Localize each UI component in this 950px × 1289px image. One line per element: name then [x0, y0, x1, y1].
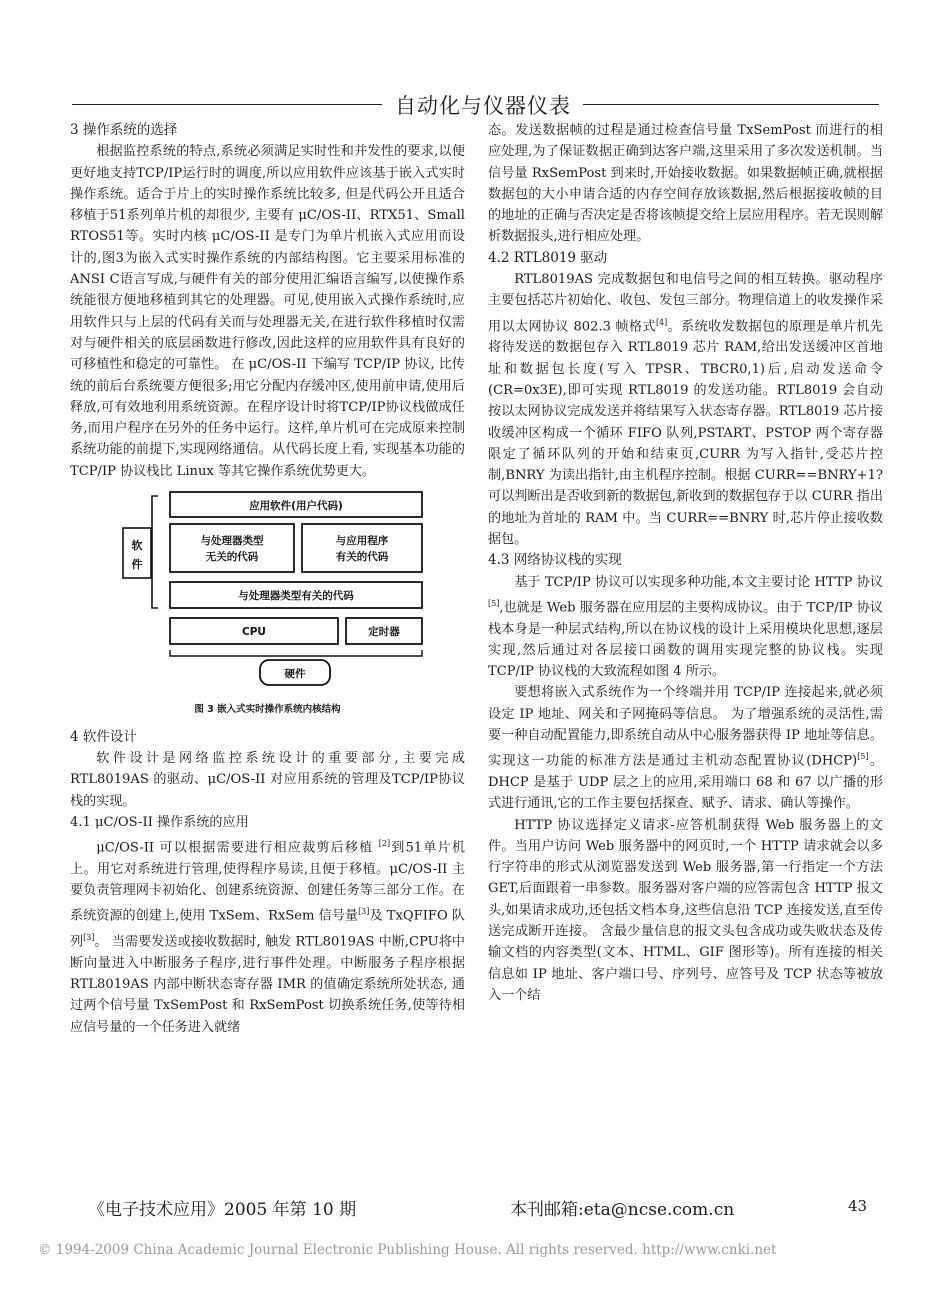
s42-text-b: 。系统收发数据包的原理是单片机先将待发送的数据包存入 RTL8019 芯片 RAM,给出发送缓冲区首地址和数据包长度(写入 TPSR、TBCR0,1)后,启动发送命令(CR=0x3E),即可实现 RTL8019 的发送功能。RTL8019 会自动按以太网协议完成发送并将结果写入状态寄存器。RTL8019 芯片接收缓冲区构成一个循环 FIFO 队列,PSTART、PSTOP 两个寄存器限定了循环队列的开始和结束页,CURR 为写入指针,受芯片控制,BNRY 为读出指针,由主机程序控制。根据 CURR==BNRY+1?可以判断出是否收到新的数据包,新收到的数据包存于以 CURR 指出的地址为首址的 RAM 中。当 CURR==BNRY 时,芯片停止接收数据包。	[488, 319, 884, 547]
section-4-paragraph: 软件设计是网络监控系统设计的重要部分,主要完成 RTL8019AS 的驱动、μC/OS-II 对应用系统的管理及TCP/IP协议栈的实现。	[70, 750, 465, 809]
s41-text-a: μC/OS-II 可以根据需要进行相应裁剪后移植	[96, 840, 379, 856]
right-column	[488, 120, 883, 1006]
figure-3-diagram	[70, 488, 465, 690]
processor-independent-box	[170, 524, 294, 572]
app-software-label: 应用软件(用户代码)	[249, 500, 343, 513]
citation-3a: [3]	[358, 907, 370, 917]
software-label-1: 软	[131, 539, 143, 553]
s41-text-d: 。 当需要发送或接收数据时, 触发 RTL8019AS 中断,CPU将中断向量进入中断服务子程序,进行事件处理。中断服务子程序根据 RTL8019AS 内部中断状态寄存器 IMR 的值确定系统所处状态, 通过两个信号量 TxSemPost 和 RxSemPost 切换系统任务,使等待相应信号量的一个任务进入就绪	[70, 934, 465, 1035]
processor-independent-line2: 无关的代码	[205, 551, 259, 564]
s42-text-a: RTL8019AS 完成数据包和电信号之间的相互转换。驱动程序主要包括芯片初始化、收包、发包三部分。物理信道上的收发操作采用以太网协议 802.3 帧格式	[488, 272, 883, 335]
application-code-line2: 有关的代码	[335, 551, 389, 564]
citation-2: [2]	[378, 839, 391, 849]
citation-5b: [5]	[857, 752, 869, 762]
citation-5a: [5]	[488, 598, 500, 608]
cpu-label: CPU	[242, 626, 266, 639]
s43-p2-text-b: 。DHCP 是基于 UDP 层之上的应用,采用端口 68 和 67 以广播的形式进行通讯,它的工作主要包括探查、赋予、请求、确认等操作。	[488, 753, 883, 812]
processor-independent-line1: 与处理器类型	[200, 535, 264, 548]
header-rule-left	[72, 104, 382, 105]
s41-text-b: 到51单片机上。用它对系统进行管理,使得程序易读,且便于移植。μC/OS-II 主要负责管理网卡初始化、创建系统资源、创建任务等三部分工作。在系统资源的创建上,使用 TxSem、RxSem 信号量	[70, 840, 465, 924]
journal-issue: 《电子技术应用》2005 年第 10 期	[88, 1200, 357, 1220]
copyright-notice: © 1994-2009 China Academic Journal Electronic Publishing House. All rights reserved. http://www.cnki.net	[38, 1242, 777, 1258]
section-4-3-paragraph-2	[488, 682, 883, 814]
section-3-paragraph: 根据监控系统的特点,系统必须满足实时性和并发性的要求,以便更好地支持TCP/IP运行时的调度,所以应用软件应该基于嵌入式实时操作系统。适合于片上的实时操作系统比较多, 但是代码公开且适合移植于51系列单片机的却很少, 主要有 μC/OS-II、RTX51、Small RTOS51等。实时内核 μC/OS-II 是专门为单片机嵌入式应用而设计的,图3为嵌入式实时操作系统的内部结构图。它主要采用标准的ANSI C语言写成,与硬件有关的部分使用汇编语言编写,以使操作系统能很方便地移植到其它的处理器。可见,使用嵌入式操作系统时,应用软件只与上层的代码有关而与处理器无关,在进行软件移植时仅需对与硬件相关的底层函数进行修改,因此这样的应用软件具有良好的可移植性和稳定的可靠性。 在 μC/OS-II 下编写 TCP/IP 协议, 比传统的前后台系统要方便很多;用它分配内存缓冲区,使用前申请,使用后释放,可有效地利用系统资源。在程序设计时将TCP/IP协议栈做成任务,而用户程序在另外的任务中运行。这样,单片机可在完成原来控制系统功能的前提下,实现网络通信。从代码长度上看, 实现基本功能的 TCP/IP 协议栈比 Linux 等其它操作系统优势更大。	[70, 144, 465, 479]
s43-text-a: 基于 TCP/IP 协议可以实现多种功能,本文主要讨论 HTTP 协议	[514, 574, 883, 590]
software-label-2: 件	[131, 558, 143, 572]
application-code-line1: 与应用程序	[335, 535, 389, 548]
journal-mailbox: 本刊邮箱:eta@ncse.com.cn	[510, 1200, 735, 1220]
s43-p2-text-a: 要想将嵌入式系统作为一个终端并用 TCP/IP 连接起来,就必须设定 IP 地址、网关和子网掩码等信息。 为了增强系统的灵活性,需要一种自动配置能力,即系统自动从中心服务器获得 IP 地址等信息。 实现这一功能的标准方法是通过主机动态配置协议(DHCP)	[488, 685, 883, 769]
timer-label: 定时器	[368, 626, 400, 639]
section-3-heading: 3 操作系统的选择	[70, 122, 178, 138]
hardware-bracket	[170, 650, 422, 656]
section-4-3-paragraph-1	[488, 572, 883, 683]
section-4-1-paragraph	[70, 833, 465, 1038]
section-4-3-heading: 4.3 网络协议栈的实现	[488, 552, 622, 569]
left-column	[70, 120, 465, 1038]
processor-dependent-label: 与处理器类型有关的代码	[238, 590, 354, 603]
section-4-3-paragraph-3: HTTP 协议选择定义请求-应答机制获得 Web 服务器上的文件。当用户访问 Web 服务器中的网页时,一个 HTTP 请求就会以多行字符串的形式从浏览器发送到 Web 服务器,第一行指定一个方法 GET,后面跟着一串参数。服务器对客户端的应答需包含 HTTP 报文头,如果请求成功,还包括文档本身,这些信息沿 TCP 连接发送,直至传送完成断开连接。 含最少量信息的报文头包含成功或失败状态及传输文档的内容类型(文本、HTML、GIF 图形等)。所有连接的相关信息如 IP 地址、客户端口号、序列号、应答号及 TCP 状态等被放入一个结	[488, 817, 883, 1003]
section-4-2-paragraph	[488, 269, 883, 550]
software-bracket	[152, 496, 158, 608]
continued-paragraph: 态。发送数据帧的过程是通过检查信号量 TxSemPost 而进行的相应处理,为了保证数据正确到达客户端,这里采用了多次发送机制。当信号量 RxSemPost 到来时,开始接收数据。如果数据帧正确,就根据数据包的大小申请合适的内存空间存放该数据,然后根据接收帧的目的地址的正确与否决定是否将该帧提交给上层应用程序。若无误则解析数据报头,进行相应处理。	[488, 123, 883, 245]
figure-3-caption: 图 3 嵌入式实时操作系统内核结构	[194, 704, 341, 716]
header-rule-right	[583, 104, 879, 105]
s41-text-c: 及 TxQFIFO 队列	[70, 908, 465, 950]
figure-3	[70, 488, 465, 721]
page-number: 43	[848, 1197, 868, 1215]
application-code-box	[302, 524, 422, 572]
section-4-2-heading: 4.2 RTL8019 驱动	[488, 249, 608, 266]
journal-title: 自动化与仪器仪表	[395, 94, 571, 118]
hardware-label: 硬件	[284, 668, 306, 681]
section-4-1-heading: 4.1 μC/OS-II 操作系统的应用	[70, 814, 249, 830]
section-4-heading: 4 软件设计	[70, 728, 137, 745]
s43-text-b: ,也就是 Web 服务器在应用层的主要构成协议。由于 TCP/IP 协议栈本身是一种层式结构,所以在协议栈的设计上采用模块化思想,逐层实现,然后通过对各层接口函数的调用实现完整的协议栈。实现 TCP/IP 协议栈的大致流程如图 4 所示。	[488, 600, 883, 680]
citation-3b: [3]	[83, 933, 95, 943]
citation-4: [4]	[655, 317, 668, 327]
